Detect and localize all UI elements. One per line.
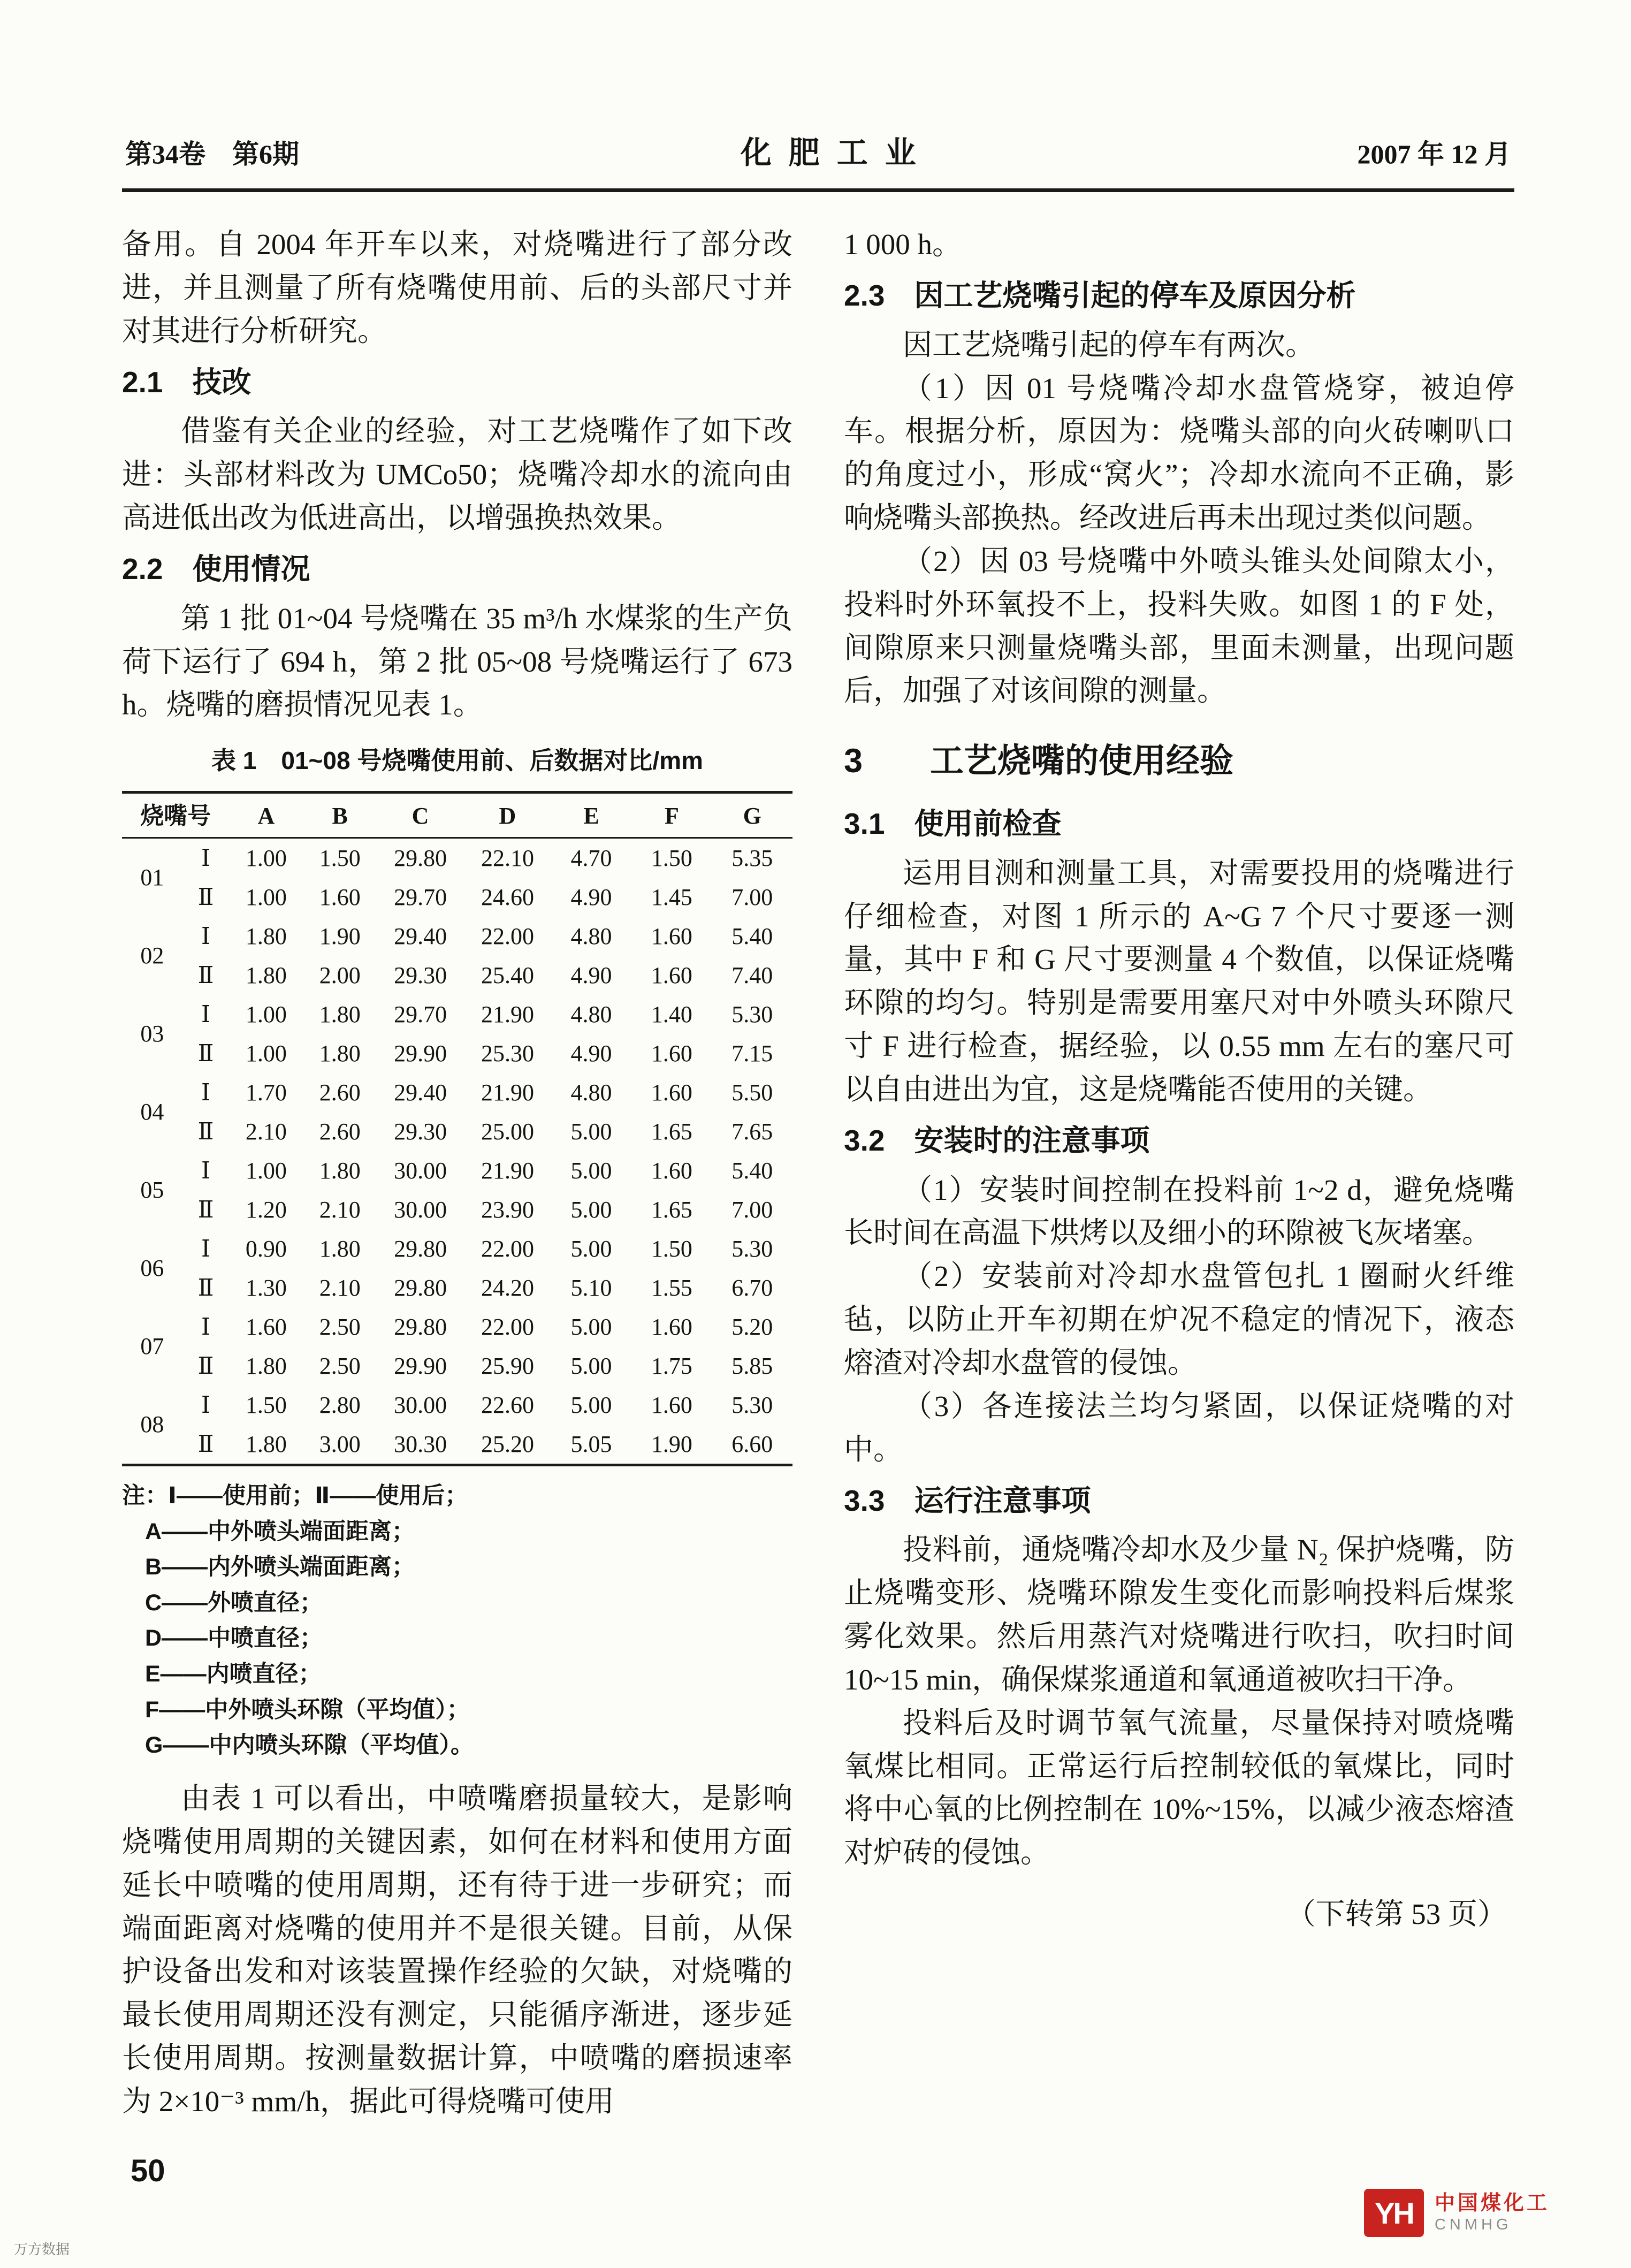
value-cell: 1.30: [245, 1274, 287, 1301]
table-row: [122, 838, 792, 878]
value-cell: 1.50: [319, 844, 361, 871]
table-row: [122, 1073, 792, 1112]
value-cell: 22.00: [481, 1313, 534, 1340]
state-cell: Ⅰ: [201, 923, 211, 949]
table-note-line: A——中外喷头端面距离；: [145, 1518, 415, 1544]
value-cell: 1.80: [245, 962, 287, 988]
value-cell: 5.50: [731, 1079, 773, 1106]
volume-issue: 第34卷 第6期: [125, 139, 299, 169]
section-3-2-heading: 3.2 安装时的注意事项: [844, 1123, 1150, 1157]
value-cell: 4.90: [570, 884, 612, 910]
section-3-1-paragraph: 运用目测和测量工具，对需要投用的烧嘴进行仔细检查，对图 1 所示的 A~G 7 个尺寸要逐一测量，其中 F 和 G 尺寸要测量 4 个数值，以保证烧嘴环隙的均匀。特别是需要用塞尺对中外喷头环隙尺寸 F 进行检查，据经验，以 0.55 mm 左右的塞尺可以自由进出为宜，这是烧嘴能否使用的关键。: [844, 856, 1514, 1106]
value-cell: 4.90: [570, 962, 612, 988]
discussion-paragraph: 由表 1 可以看出，中喷嘴磨损量较大，是影响烧嘴使用周期的关键因素，如何在材料和使用方面延长中喷嘴的使用周期，还有待于进一步研究；而端面距离对烧嘴的使用并不是很关键。目前，从保护设备出发和对该装置操作经验的欠缺，对烧嘴的最长使用周期还没有测定，只能循序渐进，逐步延长使用周期。按测量数据计算，中喷嘴的磨损速率为 2×10⁻³ mm/h，据此可得烧嘴可使用: [122, 1782, 792, 2118]
value-cell: 1.00: [245, 844, 287, 871]
value-cell: 1.75: [651, 1352, 692, 1379]
value-cell: 29.90: [394, 1352, 447, 1379]
value-cell: 5.00: [570, 1235, 612, 1262]
section-3-2-paragraph-3: （3）各连接法兰均匀紧固，以保证烧嘴的对中。: [844, 1389, 1514, 1466]
publisher-logo-icon: YH: [1364, 2189, 1424, 2237]
value-cell: 5.85: [731, 1352, 773, 1379]
state-cell: Ⅰ: [201, 1235, 211, 1262]
value-cell: 21.90: [481, 1157, 534, 1184]
table-caption: 表 1 01~08 号烧嘴使用前、后数据对比/mm: [211, 747, 703, 775]
value-cell: 1.65: [651, 1118, 692, 1145]
page-content: [122, 127, 1514, 2124]
value-cell: 2.80: [319, 1391, 361, 1418]
value-cell: 4.90: [570, 1040, 612, 1067]
value-cell: 5.35: [731, 844, 773, 871]
table-row: [122, 1268, 792, 1307]
paragraph-continued: 备用。自 2004 年开车以来，对烧嘴进行了部分改进，并且测量了所有烧嘴使用前、后的头部尺寸并对其进行分析研究。: [122, 228, 792, 347]
table-note-line: F——中外喷头环隙（平均值）；: [145, 1696, 470, 1723]
section-2-2-paragraph: 第 1 批 01~04 号烧嘴在 35 m³/h 水煤浆的生产负荷下运行了 694 h，第 2 批 05~08 号烧嘴运行了 673 h。烧嘴的磨损情况见表 1。: [122, 602, 792, 721]
state-cell: Ⅱ: [197, 1274, 214, 1301]
column-header: C: [377, 792, 464, 838]
table-note-line: 注：Ⅰ——使用前；Ⅱ——使用后；: [122, 1482, 468, 1509]
value-cell: 23.90: [481, 1196, 534, 1223]
burner-data-table: [122, 791, 792, 1466]
value-cell: 1.60: [651, 1040, 692, 1067]
column-header: G: [712, 792, 792, 838]
value-cell: 2.10: [245, 1118, 287, 1145]
table-row: [122, 878, 792, 917]
table-header-row: [122, 792, 792, 838]
value-cell: 1.60: [651, 1313, 692, 1340]
value-cell: 5.00: [570, 1196, 612, 1223]
value-cell: 29.80: [394, 1313, 447, 1340]
value-cell: 1.50: [245, 1391, 287, 1418]
value-cell: 1.80: [319, 1157, 361, 1184]
value-cell: 29.70: [394, 1001, 447, 1028]
value-cell: 1.60: [651, 1391, 692, 1418]
section-3-2-paragraph-2: （2）安装前对冷却水盘管包扎 1 圈耐火纤维毡，以防止开车初期在炉况不稳定的情况下，液态熔渣对冷却水盘管的侵蚀。: [844, 1260, 1514, 1380]
table-row: [122, 1190, 792, 1229]
value-cell: 5.00: [570, 1391, 612, 1418]
value-cell: 5.00: [570, 1118, 612, 1145]
value-cell: 6.70: [731, 1274, 773, 1301]
publisher-name-cn: 中国煤化工: [1434, 2191, 1550, 2214]
state-cell: Ⅰ: [201, 1079, 211, 1106]
page-number: 50: [131, 2153, 165, 2188]
value-cell: 5.00: [570, 1157, 612, 1184]
value-cell: 1.00: [245, 1001, 287, 1028]
value-cell: 1.80: [319, 1040, 361, 1067]
column-header: D: [464, 792, 551, 838]
value-cell: 2.10: [319, 1274, 361, 1301]
scan-watermark: 万方数据: [14, 2241, 70, 2257]
value-cell: 1.20: [245, 1196, 287, 1223]
section-2-3-paragraph-1: （1）因 01 号烧嘴冷却水盘管烧穿，被迫停车。根据分析，原因为：烧嘴头部的向火砖喇叭口的角度过小，形成“窝火”；冷却水流向不正确，影响烧嘴头部换热。经改进后再未出现过类似问题。: [844, 371, 1514, 535]
section-3-heading: 3 工艺烧嘴的使用经验: [844, 742, 1234, 780]
value-cell: 7.00: [731, 884, 773, 910]
value-cell: 1.65: [651, 1196, 692, 1223]
value-cell: 1.80: [319, 1235, 361, 1262]
page-header: [122, 127, 1514, 188]
column-header: F: [631, 792, 712, 838]
value-cell: 1.40: [651, 1001, 692, 1028]
paragraph-continued-top: 1 000 h。: [844, 228, 962, 261]
value-cell: 30.00: [394, 1196, 447, 1223]
value-cell: 5.10: [570, 1274, 612, 1301]
value-cell: 0.90: [245, 1235, 287, 1262]
table-note-line: D——中喷直径；: [145, 1625, 323, 1651]
value-cell: 24.20: [481, 1274, 534, 1301]
section-2-3-paragraph-2: （2）因 03 号烧嘴中外喷头锥头处间隙太小，投料时外环氧投不上，投料失败。如图 1 的 F 处，间隙原来只测量烧嘴头部，里面未测量，出现问题后，加强了对该间隙的测量。: [844, 544, 1514, 707]
value-cell: 5.30: [731, 1235, 773, 1262]
value-cell: 5.05: [570, 1430, 612, 1457]
value-cell: 5.00: [570, 1313, 612, 1340]
value-cell: 3.00: [319, 1430, 361, 1457]
value-cell: 29.30: [394, 1118, 447, 1145]
state-cell: Ⅰ: [201, 1391, 211, 1418]
value-cell: 2.60: [319, 1079, 361, 1106]
section-2-1-paragraph: 借鉴有关企业的经验，对工艺烧嘴作了如下改进：头部材料改为 UMCo50；烧嘴冷却水的流向由高进低出改为低进高出，以增强换热效果。: [122, 415, 792, 535]
table-row: [122, 1425, 792, 1465]
value-cell: 7.40: [731, 962, 773, 988]
section-3-1-heading: 3.1 使用前检查: [844, 806, 1062, 840]
value-cell: 29.80: [394, 1235, 447, 1262]
value-cell: 25.30: [481, 1040, 534, 1067]
burner-number-cell: 01: [140, 864, 164, 891]
value-cell: 5.40: [731, 1157, 773, 1184]
value-cell: 21.90: [481, 1079, 534, 1106]
value-cell: 29.40: [394, 923, 447, 949]
table-row: [122, 1034, 792, 1073]
journal-title: 化肥工业: [740, 135, 933, 170]
column-header: B: [303, 792, 377, 838]
value-cell: 2.00: [319, 962, 361, 988]
section-3-2-paragraph-1: （1）安装时间控制在投料前 1~2 d，避免烧嘴长时间在高温下烘烤以及细小的环隙被飞灰堵塞。: [844, 1173, 1514, 1250]
value-cell: 2.50: [319, 1352, 361, 1379]
value-cell: 1.60: [651, 923, 692, 949]
value-cell: 22.10: [481, 844, 534, 871]
value-cell: 5.00: [570, 1352, 612, 1379]
state-cell: Ⅰ: [201, 1313, 211, 1340]
state-cell: Ⅱ: [197, 1352, 214, 1379]
value-cell: 30.00: [394, 1391, 447, 1418]
section-2-2-heading: 2.2 使用情况: [122, 552, 310, 585]
value-cell: 22.00: [481, 923, 534, 949]
value-cell: 22.60: [481, 1391, 534, 1418]
value-cell: 1.80: [245, 1430, 287, 1457]
section-2-1-heading: 2.1 技改: [122, 365, 251, 399]
value-cell: 2.50: [319, 1313, 361, 1340]
value-cell: 1.45: [651, 884, 692, 910]
continued-on-page-note: （下转第 53 页）: [1286, 1898, 1507, 1931]
value-cell: 1.90: [319, 923, 361, 949]
value-cell: 7.00: [731, 1196, 773, 1223]
column-header: A: [229, 792, 303, 838]
burner-number-cell: 02: [140, 942, 164, 969]
value-cell: 21.90: [481, 1001, 534, 1028]
table-row: [122, 1307, 792, 1346]
value-cell: 25.40: [481, 962, 534, 988]
value-cell: 1.60: [245, 1313, 287, 1340]
value-cell: 6.60: [731, 1430, 773, 1457]
value-cell: 29.90: [394, 1040, 447, 1067]
section-3-3-paragraph-1: 投料前，通烧嘴冷却水及少量 N₂ 保护烧嘴，防止烧嘴变形、烧嘴环隙发生变化而影响投料后煤浆雾化效果。然后用蒸汽对烧嘴进行吹扫，吹扫时间 10~15 min，确保煤浆通道和氧通道被吹扫干净。: [844, 1533, 1514, 1696]
value-cell: 7.65: [731, 1118, 773, 1145]
value-cell: 29.80: [394, 844, 447, 871]
state-cell: Ⅱ: [197, 1196, 214, 1223]
value-cell: 29.40: [394, 1079, 447, 1106]
value-cell: 29.30: [394, 962, 447, 988]
value-cell: 2.10: [319, 1196, 361, 1223]
state-cell: Ⅱ: [197, 1430, 214, 1457]
state-cell: Ⅰ: [201, 844, 211, 871]
state-cell: Ⅱ: [197, 1040, 214, 1067]
value-cell: 1.55: [651, 1274, 692, 1301]
burner-number-cell: 06: [140, 1255, 164, 1282]
table-row: [122, 1346, 792, 1386]
table-note-line: E——内喷直径；: [145, 1661, 322, 1687]
section-3-3-heading: 3.3 运行注意事项: [844, 1483, 1091, 1517]
value-cell: 29.70: [394, 884, 447, 910]
value-cell: 1.00: [245, 1157, 287, 1184]
value-cell: 1.80: [245, 923, 287, 949]
value-cell: 1.90: [651, 1430, 692, 1457]
value-cell: 29.80: [394, 1274, 447, 1301]
value-cell: 25.20: [481, 1430, 534, 1457]
section-2-3-paragraph-0: 因工艺烧嘴引起的停车有两次。: [903, 328, 1315, 361]
table-row: [122, 1386, 792, 1425]
value-cell: 24.60: [481, 884, 534, 910]
value-cell: 1.80: [245, 1352, 287, 1379]
value-cell: 1.60: [651, 962, 692, 988]
publisher-name-en: CNMHG: [1434, 2216, 1512, 2234]
section-2-3-heading: 2.3 因工艺烧嘴引起的停车及原因分析: [844, 278, 1356, 312]
value-cell: 1.70: [245, 1079, 287, 1106]
value-cell: 1.00: [245, 1040, 287, 1067]
table-row: [122, 1151, 792, 1190]
table-row: [122, 956, 792, 995]
right-column: [844, 223, 1514, 2124]
burner-number-cell: 05: [140, 1177, 164, 1204]
value-cell: 1.60: [651, 1157, 692, 1184]
value-cell: 25.90: [481, 1352, 534, 1379]
column-header: E: [551, 792, 631, 838]
section-3-3-paragraph-2: 投料后及时调节氧气流量，尽量保持对喷烧嘴氧煤比相同。正常运行后控制较低的氧煤比，同时将中心氧的比例控制在 10%~15%，以减少液态熔渣对炉砖的侵蚀。: [844, 1706, 1514, 1869]
value-cell: 4.80: [570, 923, 612, 949]
two-column-body: [122, 223, 1514, 2124]
value-cell: 1.00: [245, 884, 287, 910]
value-cell: 5.20: [731, 1313, 773, 1340]
table-row: [122, 1229, 792, 1268]
column-header-burner: 烧嘴号: [122, 792, 229, 838]
value-cell: 5.30: [731, 1001, 773, 1028]
value-cell: 4.80: [570, 1001, 612, 1028]
value-cell: 25.00: [481, 1118, 534, 1145]
state-cell: Ⅰ: [201, 1001, 211, 1028]
table-note-line: B——内外喷头端面距离；: [145, 1554, 415, 1580]
burner-number-cell: 07: [140, 1333, 164, 1360]
value-cell: 22.00: [481, 1235, 534, 1262]
table-note-line: G——中内喷头环隙（平均值）。: [145, 1732, 474, 1759]
state-cell: Ⅱ: [197, 1118, 214, 1145]
header-rule: [122, 188, 1514, 192]
value-cell: 2.60: [319, 1118, 361, 1145]
value-cell: 7.15: [731, 1040, 773, 1067]
table-notes: [122, 1478, 792, 1763]
burner-number-cell: 04: [140, 1099, 164, 1125]
state-cell: Ⅰ: [201, 1157, 211, 1184]
value-cell: 1.60: [319, 884, 361, 910]
table-note-line: C——外喷直径；: [145, 1589, 323, 1616]
table-row: [122, 995, 792, 1034]
left-column: [122, 223, 792, 2124]
value-cell: 5.40: [731, 923, 773, 949]
publisher-logo: [1364, 2189, 1550, 2237]
value-cell: 1.60: [651, 1079, 692, 1106]
issue-date: 2007 年 12 月: [1357, 139, 1511, 169]
value-cell: 1.80: [319, 1001, 361, 1028]
publisher-logo-text: [1435, 2191, 1550, 2234]
burner-number-cell: 08: [140, 1411, 164, 1438]
burner-number-cell: 03: [140, 1021, 164, 1047]
value-cell: 1.50: [651, 844, 692, 871]
state-cell: Ⅱ: [197, 884, 214, 910]
value-cell: 5.30: [731, 1391, 773, 1418]
value-cell: 4.80: [570, 1079, 612, 1106]
table-row: [122, 917, 792, 956]
value-cell: 4.70: [570, 844, 612, 871]
state-cell: Ⅱ: [197, 962, 214, 988]
value-cell: 1.50: [651, 1235, 692, 1262]
table-row: [122, 1112, 792, 1151]
value-cell: 30.30: [394, 1430, 447, 1457]
value-cell: 30.00: [394, 1157, 447, 1184]
